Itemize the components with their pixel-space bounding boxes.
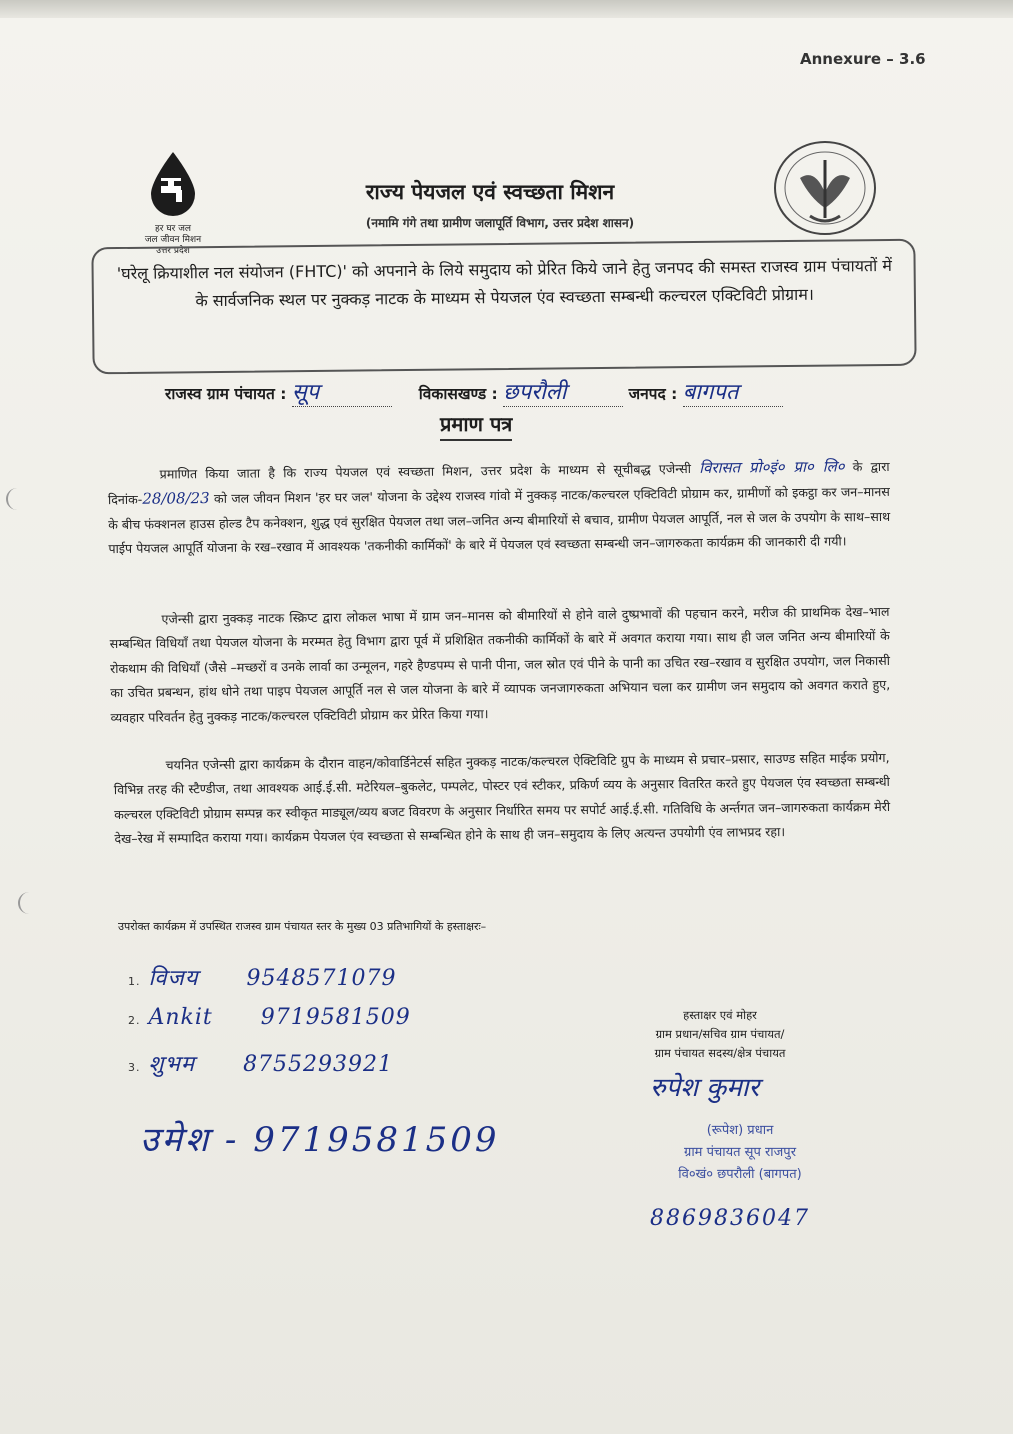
extra-participant-name: उमेश <box>140 1120 212 1160</box>
annexure-label: Annexure – 3.6 <box>800 50 926 68</box>
logo-line-3: उत्तर प्रदेश <box>156 246 190 256</box>
participant-signature: 1. विजय 9548571079 <box>128 966 397 991</box>
logo-line-1: हर घर जल <box>155 224 191 234</box>
para1-text-c: को जल जीवन मिशन 'हर घर जल' योजना के उद्देश्य राजस्व गांवो में नुक्कड़ नाटक/कल्चरल एक्टिविटी प्रोग्राम कर, ग्रामीणों को इकट्ठा कर जन–मानस के बीच फंक्शनल हाउस होल्ड टैप कनेक्शन, शुद्ध एवं सुरक्षित पेयजल तथा जल–जनित अन्य बीमारियों से बचाव, ग्रामीण पेयजल आपूर्ति, नल से जल के उपयोग के साथ–साथ पाईप पेयजल आपूर्ति योजना के रख–रखाव में आवश्यक 'तकनीकी कार्मिकों' के बारे में पेयजल एवं स्वच्छता सम्बन्धी जन–जागरुकता कार्यक्रम की जानकारी दी गयी। <box>108 484 891 557</box>
punch-hole <box>6 488 20 510</box>
participant-phone: 9719581509 <box>260 1005 411 1030</box>
up-emblem-icon <box>770 138 880 238</box>
pradhan-signature: रुपेश कुमार <box>650 1073 760 1103</box>
signature-block-label: हस्ताक्षर एवं मोहर ग्राम प्रधान/सचिव ग्राम पंचायत/ ग्राम पंचायत सदस्य/क्षेत्र पंचायत <box>654 1008 786 1060</box>
district-label: जनपद : <box>628 385 678 403</box>
participant-name: शुभम <box>148 1052 196 1077</box>
extra-participant-phone: - 9719581509 <box>224 1120 500 1160</box>
extra-participant-signature <box>140 1115 500 1161</box>
block-label: विकासखण्ड : <box>418 385 498 403</box>
paragraph-3 <box>114 746 891 852</box>
participant-name: विजय <box>148 966 199 991</box>
punch-hole <box>18 892 32 914</box>
participant-phone: 9548571079 <box>246 966 397 991</box>
block-value: छपरौली <box>503 376 623 407</box>
mission-title: राज्य पेयजल एवं स्वच्छता मिशन <box>365 180 615 204</box>
paragraph-2 <box>109 600 890 730</box>
participant-phone: 8755293921 <box>243 1052 394 1077</box>
certificate-heading: प्रमाण पत्र <box>440 410 512 441</box>
mission-subtitle: (नमामि गंगे तथा ग्रामीण जलापूर्ति विभाग, उत्तर प्रदेश शासन) <box>365 216 635 230</box>
location-fields <box>165 376 905 407</box>
para2-text: एजेन्सी द्वारा नुक्कड़ नाटक स्क्रिप्ट द्वारा लोकल भाषा में ग्राम जन–मानस को बीमारियों से होने वाले दुष्प्रभावों की पहचान करने, मरीज की प्राथमिक देख–भाल सम्बन्धित विधियाँ तथा पेयजल योजना के मरम्मत हेतु विभाग द्वारा पूर्व में प्रशिक्षित तकनीकी कार्मिकों के बारे में अवगत कराया गया। साथ ही जल जनित अन्य बीमारियों के रोकथाम की विधियाँ (जैसे –मच्छरों व उनके लार्वा का उन्मूलन, गहरे हैण्डपम्प से पानी पीना, जल स्रोत एवं पीने के पानी का उचित रख–रखाव व सुरक्षित उपयोग, जल निकासी का उचित प्रबन्धन, हांथ धोने तथा पाइप पेयजल आपूर्ति नल से जल योजना के बारे में व्यापक जनजागरुकता अभियान चला कर ग्रामीण जन समुदाय को अवगत कराते हुए, व्यवहार परिवर्तन हेतु नुक्कड़ नाटक/कल्चरल एक्टिविटी प्रोग्राम कर प्रेरित किया गया। <box>109 603 891 725</box>
district-value: बागपत <box>683 376 783 407</box>
pradhan-phone: 8869836047 <box>650 1206 810 1231</box>
panchayat-label: राजस्व ग्राम पंचायत : <box>165 385 287 403</box>
water-drop-tap-icon <box>145 150 201 220</box>
para3-text: चयनित एजेन्सी द्वारा कार्यक्रम के दौरान वाहन/कोवार्डिनेटर्स सहित नुक्कड़ नाटक/कल्चरल ऐक्टिविटि ग्रुप के माध्यम से प्रचार–प्रसार, साउण्ड सहित माईक प्रयोग, विभिन्न तरह की स्टैण्डीज, तथा आवश्यक आई.ई.सी. मटेरियल–बुकलेट, पम्पलेट, पोस्टर एवं स्टीकर, प्रकिर्ण व्यय के अनुसार वितरित करते हुए पेयजल एंव स्वच्छता सम्बन्धी कल्चरल एक्टिविटी प्रोग्राम सम्पन्न कर स्वीकृत माड्यूल/व्यय बजट विवरण के अनुसार निर्धारित समय पर सपोर्ट आई.ई.सी. गतिविधि के अर्न्तगत जन–जागरुकता कार्यक्रम मेरी देख–रेख में सम्पादित कराया गया। कार्यक्रम पेयजल एंव स्वच्छता से सम्बन्धित होने के साथ ही जन–समुदाय के लिए अत्यन्त उपयोगी एंव लाभप्रद रहा। <box>113 749 891 847</box>
logo-line-2: जल जीवन मिशन <box>144 235 202 245</box>
participant-signature: 2. Ankit 9719581509 <box>128 1005 411 1030</box>
program-description: 'घरेलू क्रियाशील नल संयोजन (FHTC)' को अपनाने के लिये समुदाय को प्रेरित किये जाने हेतु जनपद की समस्त राजस्व ग्राम पंचायतों में के सार्वजनिक स्थल पर नुक्कड़ नाटक के माध्यम से पेयजल एंव स्वच्छता सम्बन्धी कल्चरल एक्टिविटी प्रोग्राम। <box>116 255 892 311</box>
har-ghar-jal-logo <box>118 150 228 257</box>
panchayat-value: सूप <box>292 376 392 407</box>
paper-top-edge <box>0 0 1013 18</box>
agency-name: विरासत प्रो०इं० प्रा० लि० <box>699 457 845 477</box>
event-date: 28/08/23 <box>142 489 210 509</box>
para1-text-a: प्रमाणित किया जाता है कि राज्य पेयजल एवं स्वच्छता मिशन, उत्तर प्रदेश के माध्यम से सूचीबद्ध एजेन्सी <box>159 460 692 482</box>
up-government-emblem <box>770 138 880 242</box>
pradhan-stamp: (रूपेश) प्रधान ग्राम पंचायत सूप राजपुर वि०खं० छपरौली (बागपत) <box>678 1123 802 1182</box>
para1-text-b: के द्वारा दिनांक- <box>107 458 890 508</box>
participant-signature: 3. शुभम 8755293921 <box>128 1052 394 1077</box>
participant-name: Ankit <box>148 1005 213 1030</box>
participants-note: उपरोक्त कार्यक्रम में उपस्थित राजस्व ग्राम पंचायत स्तर के मुख्य 03 प्रतिभागियों के हस्ताक्षरः– <box>118 920 487 933</box>
paragraph-1 <box>107 454 890 562</box>
